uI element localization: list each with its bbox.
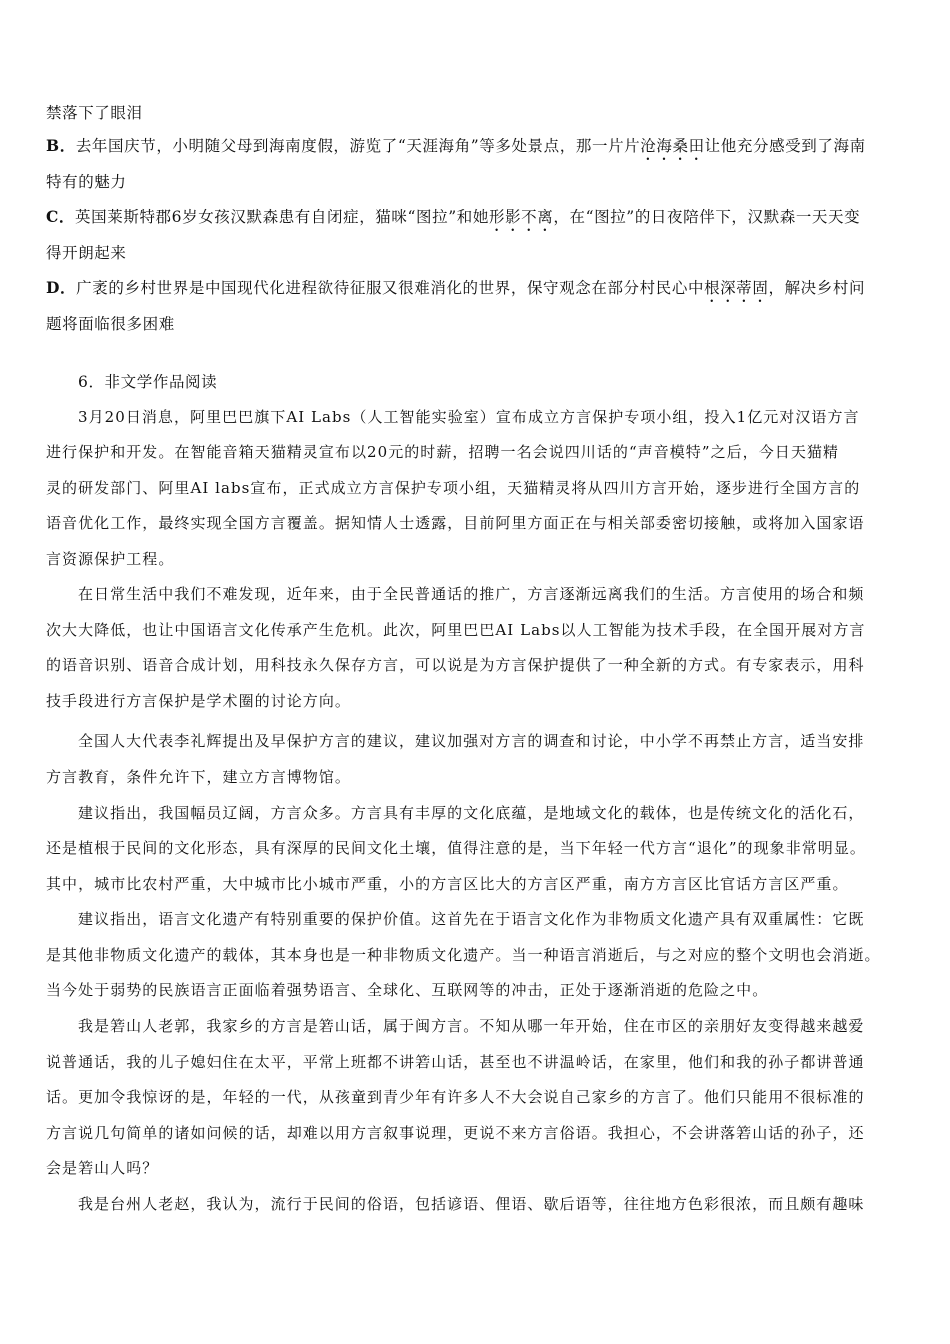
- passage-line: 我是台州人老赵，我认为，流行于民间的俗语，包括谚语、俚语、歇后语等，往往地方色彩很浓，而且颇有趣味: [78, 1195, 865, 1213]
- passage-line: 次大大降低，也让中国语言文化传承产生危机。此次，阿里巴巴AI Labs以人工智能为技术手段，在全国开展对方言: [46, 621, 866, 639]
- passage-line: 方言教育，条件允许下，建立方言博物馆。: [46, 768, 351, 786]
- passage-line: 全国人大代表李礼辉提出及早保护方言的建议，建议加强对方言的调查和讨论，中小学不再禁止方言，适当安排: [78, 732, 865, 750]
- option-b-label: B．: [46, 136, 76, 155]
- passage-line: 方言说几句简单的诸如问候的话，却难以用方言叙事说理，更说不来方言俗语。我担心，不会讲落箬山话的孙子，还: [46, 1124, 865, 1142]
- option-c-line2: 得开朗起来: [46, 244, 127, 262]
- passage-line: 言资源保护工程。: [46, 550, 175, 568]
- passage-line: 3月20日消息，阿里巴巴旗下AI Labs（人工智能实验室）宣布成立方言保护专项小组，投入1亿元对汉语方言: [78, 408, 860, 426]
- option-b-text-post: 让他充分感受到了海南: [704, 137, 866, 155]
- option-c-text-pre: 英国莱斯特郡6岁女孩汉默森患有自闭症，猫咪“图拉”和她: [75, 208, 489, 226]
- option-b-idiom: 沧海桑田: [640, 137, 705, 155]
- option-c-idiom: 形影不离: [488, 208, 554, 226]
- option-d-text-pre: 广袤的乡村世界是中国现代化进程欲待征服又很难消化的世界，保守观念在部分村民心中: [76, 279, 705, 297]
- passage-line: 其中，城市比农村严重，大中城市比小城市严重，小的方言区比大的方言区严重，南方方言区比官话方言区严重。: [46, 875, 849, 893]
- passage-line: 话。更加令我惊讶的是，年轻的一代，从孩童到青少年有许多人不大会说自己家乡的方言了。他们只能用不很标准的: [46, 1088, 865, 1106]
- passage-line: 会是箬山人吗？: [46, 1159, 159, 1177]
- passage-line: 建议指出，我国幅员辽阔，方言众多。方言具有丰厚的文化底蕴，是地域文化的载体，也是传统文化的活化石，: [78, 804, 865, 822]
- option-b-text-pre: 去年国庆节，小明随父母到海南度假，游览了“天涯海角”等多处景点，那一片片: [75, 137, 641, 155]
- passage-line: 语音优化工作，最终实现全国方言覆盖。据知情人士透露，目前阿里方面正在与相关部委密切接触，或将加入国家语: [46, 514, 865, 532]
- option-a-continuation: 禁落下了眼泪: [46, 104, 143, 122]
- section-title: 6．非文学作品阅读: [78, 373, 218, 391]
- option-d-line2: 题将面临很多困难: [46, 315, 175, 333]
- passage-line: 建议指出，语言文化遗产有特别重要的保护价值。这首先在于语言文化作为非物质文化遗产具有双重属性：它既: [78, 910, 865, 928]
- passage-line: 灵的研发部门、阿里AI labs宣布，正式成立方言保护专项小组，天猫精灵将从四川方言开始，逐步进行全国方言的: [46, 479, 861, 497]
- option-b-line2: 特有的魅力: [46, 173, 127, 191]
- passage-line: 还是植根于民间的文化形态，具有深厚的民间文化土壤，值得注意的是，当下年轻一代方言“退化”的现象非常明显。: [46, 839, 866, 857]
- passage-line: 的语音识别、语音合成计划，用科技永久保存方言，可以说是为方言保护提供了一种全新的方式。有专家表示，用科: [46, 656, 865, 674]
- passage-line: 说普通话，我的儿子媳妇住在太平，平常上班都不讲箬山话，甚至也不讲温岭话，在家里，他们和我的孙子都讲普通: [46, 1053, 865, 1071]
- passage-line: 技手段进行方言保护是学术圈的讨论方向。: [46, 692, 351, 710]
- passage-line: 当今处于弱势的民族语言正面临着强势语言、全球化、互联网等的冲击，正处于逐渐消逝的危险之中。: [46, 981, 769, 999]
- passage-line: 我是箬山人老郭，我家乡的方言是箬山话，属于闽方言。不知从哪一年开始，住在市区的亲朋好友变得越来越爱: [78, 1017, 865, 1035]
- option-d-idiom: 根深蒂固: [704, 279, 769, 297]
- option-d-label: D．: [46, 278, 77, 297]
- passage-line: 进行保护和开发。在智能音箱天猫精灵宣布以20元的时薪，招聘一名会说四川话的“声音模特”之后，今日天猫精: [46, 443, 839, 461]
- option-c-text-post: ，在“图拉”的日夜陪伴下，汉默森一天天变: [553, 208, 861, 226]
- option-c: [46, 207, 860, 235]
- option-d-text-post: ，解决乡村问: [768, 279, 866, 297]
- option-d: [46, 278, 865, 306]
- option-c-label: C．: [46, 207, 76, 226]
- passage-line: 在日常生活中我们不难发现，近年来，由于全民普通话的推广，方言逐渐远离我们的生活。方言使用的场合和频: [78, 585, 865, 603]
- passage-line: 是其他非物质文化遗产的载体，其本身也是一种非物质文化遗产。当一种语言消逝后，与之对应的整个文明也会消逝。: [46, 946, 881, 964]
- option-b: [46, 136, 866, 164]
